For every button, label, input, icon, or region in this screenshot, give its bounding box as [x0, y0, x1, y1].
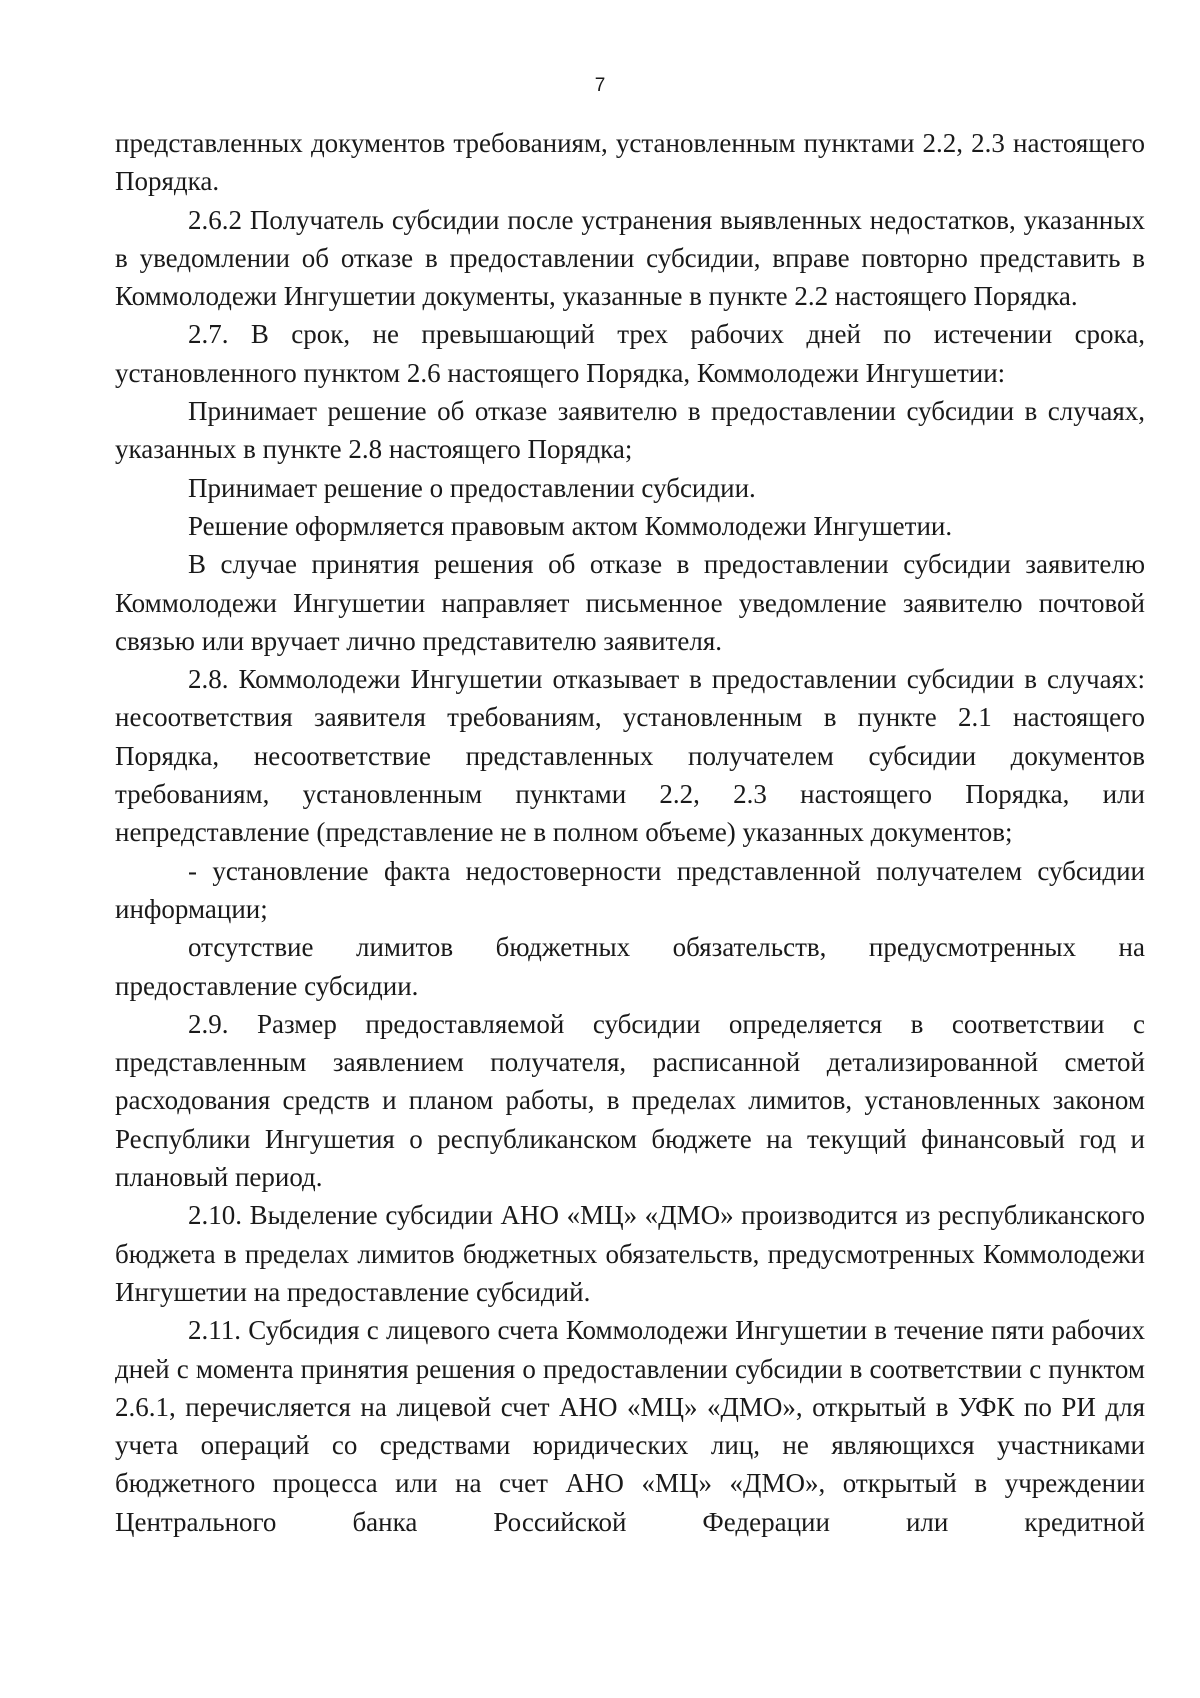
paragraph-legal-act: Решение оформляется правовым актом Коммолодежи Ингушетии.: [188, 510, 953, 541]
paragraph-refusal-decision: Принимает решение об отказе заявителю в предоставлении субсидии в случаях, указанных в пункте 2.8 настоящего Порядка;: [115, 396, 1145, 465]
paragraph-2-8: 2.8. Коммолодежи Ингушетии отказывает в предоставлении субсидии в случаях: несоответствия заявителя требованиям, установленным в пункте 2.1 настоящего Порядка, несоответствие представленных получателем субсидии документов требованиям, установленным пунктами 2.2, 2.3 настоящего Порядка, или непредставление (представление не в полном объеме) указанных документов;: [115, 664, 1145, 848]
paragraph-2-9: 2.9. Размер предоставляемой субсидии определяется в соответствии с представленным заявлением получателя, расписанной детализированной сметой расходования средств и планом работы, в пределах лимитов, установленных законом Республики Ингушетия о республиканском бюджете на текущий финансовый год и плановый период.: [115, 1008, 1145, 1193]
paragraph-no-limits: отсутствие лимитов бюджетных обязательств, предусмотренных на предоставление субсидии.: [115, 932, 1145, 1001]
page-number: 7: [594, 75, 606, 96]
paragraph-2-10: 2.10. Выделение субсидии АНО «МЦ» «ДМО» производится из республиканского бюджета в пределах лимитов бюджетных обязательств, предусмотренных Коммолодежи Ингушетии на предоставление субсидий.: [115, 1200, 1145, 1307]
paragraph-refusal-notice: В случае принятия решения об отказе в предоставлении субсидии заявителю Коммолодежи Ингушетии направляет письменное уведомление заявителю почтовой связью или вручает лично представителю заявителя.: [115, 549, 1145, 656]
paragraph-2-11: 2.11. Субсидия с лицевого счета Коммолодежи Ингушетии в течение пяти рабочих дней с момента принятия решения о предоставлении субсидии в соответствии с пунктом 2.6.1, перечисляется на лицевой счет АНО «МЦ» «ДМО», открытый в УФК по РИ для учета операций со средствами юридических лиц, не являющихся участниками бюджетного процесса или на счет АНО «МЦ» «ДМО», открытый в учреждении Центрального банка Российской Федерации или кредитной: [115, 1315, 1145, 1537]
paragraph-2-6-2: 2.6.2 Получатель субсидии после устранения выявленных недостатков, указанных в уведомлении об отказе в предоставлении субсидии, вправе повторно представить в Коммолодежи Ингушетии документы, указанные в пункте 2.2 настоящего Порядка.: [115, 204, 1145, 312]
paragraph-2-7: 2.7. В срок, не превышающий трех рабочих дней по истечении срока, установленного пунктом 2.6 настоящего Порядка, Коммолодежи Ингушетии:: [115, 319, 1145, 388]
paragraph-false-information: - установление факта недостоверности представленной получателем субсидии информации;: [115, 855, 1145, 924]
document-body: [115, 124, 1145, 1541]
paragraph-grant-decision: Принимает решение о предоставлении субсидии.: [188, 472, 756, 503]
paragraph-continuation: представленных документов требованиям, установленным пунктами 2.2, 2.3 настоящего Порядка.: [115, 128, 1145, 197]
